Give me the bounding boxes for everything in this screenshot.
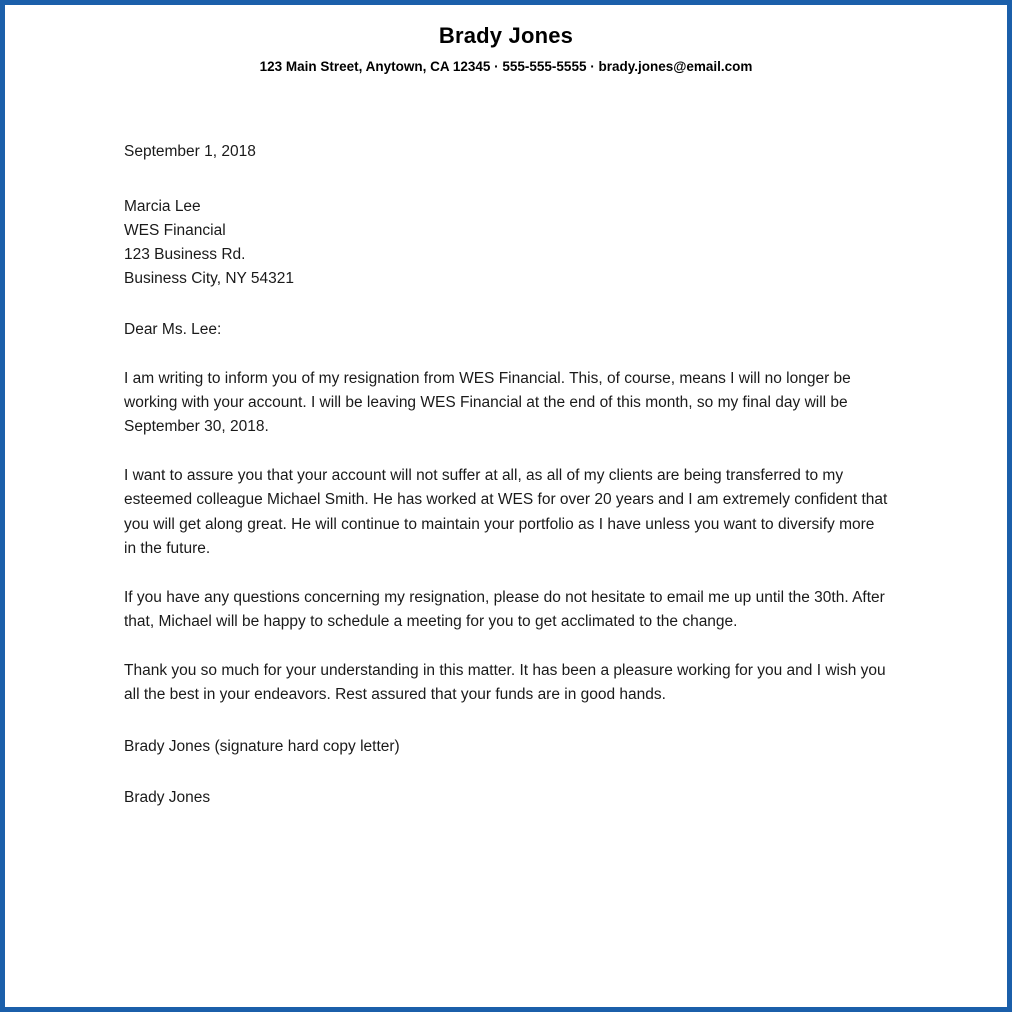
closing-signature-note: Brady Jones (signature hard copy letter) bbox=[124, 737, 400, 755]
letterhead bbox=[69, 19, 943, 76]
body-paragraph-2: I want to assure you that your account will not suffer at all, as all of my clients are being transferred to my esteemed colleague Michael Smith. He has worked at WES for over 20 years and I am extremely confident that you will get along great. He will continue to maintain your portfolio as I have unless you want to diversify more in the future. bbox=[124, 467, 888, 557]
recipient-city-state-zip: Business City, NY 54321 bbox=[124, 270, 295, 288]
recipient-street: 123 Business Rd. bbox=[124, 246, 246, 264]
sender-name: Brady Jones bbox=[124, 788, 211, 806]
document-page bbox=[5, 5, 1007, 1007]
recipient-company: WES Financial bbox=[124, 222, 226, 240]
letterhead-contact-line: 123 Main Street, Anytown, CA 12345 · 555-555-5555 · brady.jones@email.com bbox=[259, 59, 753, 75]
body-paragraph-4: Thank you so much for your understanding in this matter. It has been a pleasure working for you and I wish you all the best in your endeavors. Rest assured that your funds are in good hands. bbox=[124, 662, 886, 704]
letter-body bbox=[69, 140, 943, 810]
resignation-letter bbox=[7, 19, 1005, 1005]
letter-date: September 1, 2018 bbox=[124, 142, 256, 160]
letterhead-name: Brady Jones bbox=[438, 23, 574, 48]
salutation: Dear Ms. Lee: bbox=[124, 320, 222, 338]
recipient-name: Marcia Lee bbox=[124, 197, 201, 215]
recipient-address-block bbox=[124, 195, 888, 292]
body-paragraph-1: I am writing to inform you of my resignation from WES Financial. This, of course, means I will no longer be working with your account. I will be leaving WES Financial at the end of this month, so my final day will be September 30, 2018. bbox=[124, 369, 851, 435]
body-paragraph-3: If you have any questions concerning my resignation, please do not hesitate to email me up until the 30th. After that, Michael will be happy to schedule a meeting for you to get acclimated to the change. bbox=[124, 588, 885, 631]
